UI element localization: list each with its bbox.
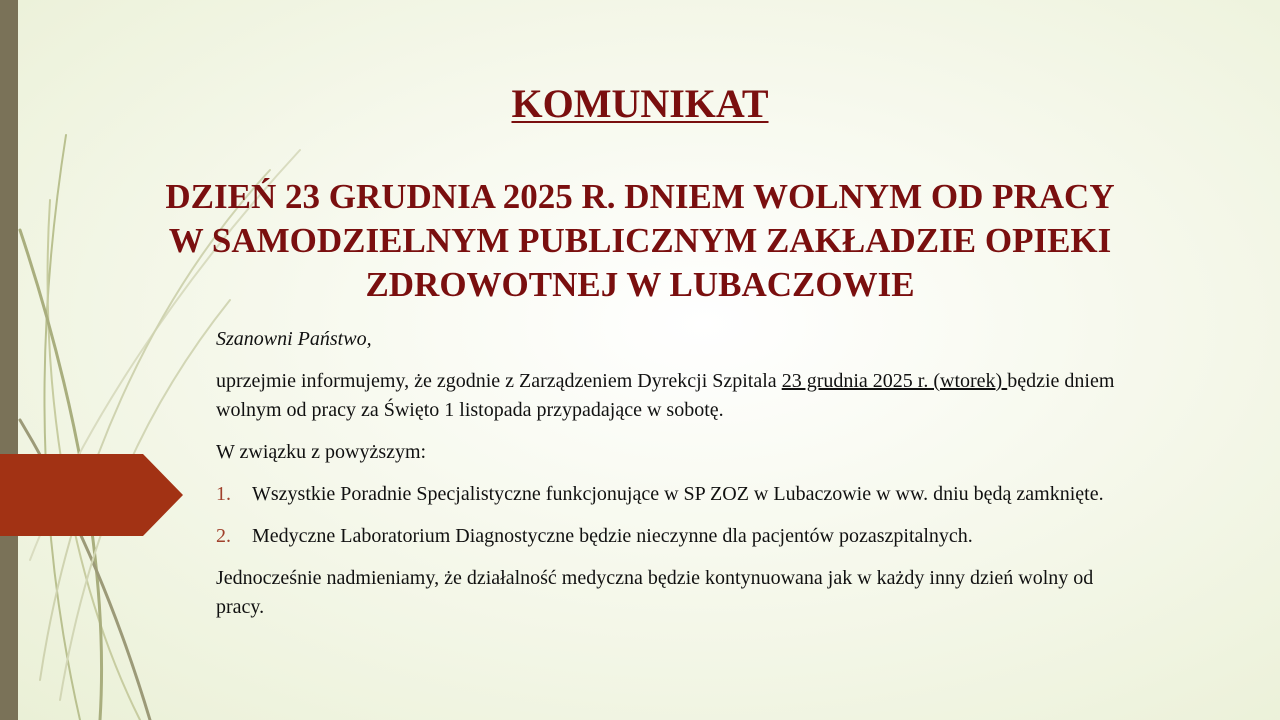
list-item-text: Medyczne Laboratorium Diagnostyczne będzie nieczynne dla pacjentów pozaszpitalnych. [252,525,973,547]
intro-text: W związku z powyższym: [216,441,427,463]
closing-text: Jednocześnie nadmieniamy, że działalność medyczna będzie kontynuowana jak w każdy inny dzień wolny od pracy. [216,567,1094,618]
headline-line-2: W SAMODZIELNYM PUBLICZNYM ZAKŁADZIE OPIEKI [168,221,1112,260]
numbered-list [216,480,1126,551]
list-item [216,480,1126,509]
slide-headline [100,175,1180,307]
paragraph-date-info [216,367,1126,425]
paragraph-date-info-before: uprzejmie informujemy, że zgodnie z Zarządzeniem Dyrekcji Szpitala [216,370,782,392]
paragraph-date-info-after: będzie dniem wolnym od pracy za Święto 1 listopada przypadające w sobotę. [216,370,1115,421]
list-item [216,522,1126,551]
headline-line-3: ZDROWOTNEJ W LUBACZOWIE [365,265,915,304]
list-number: 1. [216,483,231,505]
slide-title: KOMUNIKAT [511,81,769,126]
date-underlined: 23 grudnia 2025 r. (wtorek) [781,370,1008,392]
arrow-shape [0,454,183,536]
announcement-body [216,325,1126,635]
list-item-text: Wszystkie Poradnie Specjalistyczne funkcjonujące w SP ZOZ w Lubaczowie w ww. dniu będą zamknięte. [252,483,1104,505]
list-number: 2. [216,525,231,547]
greeting: Szanowni Państwo, [216,328,372,350]
headline-line-1: DZIEŃ 23 GRUDNIA 2025 R. DNIEM WOLNYM OD PRACY [165,177,1115,216]
